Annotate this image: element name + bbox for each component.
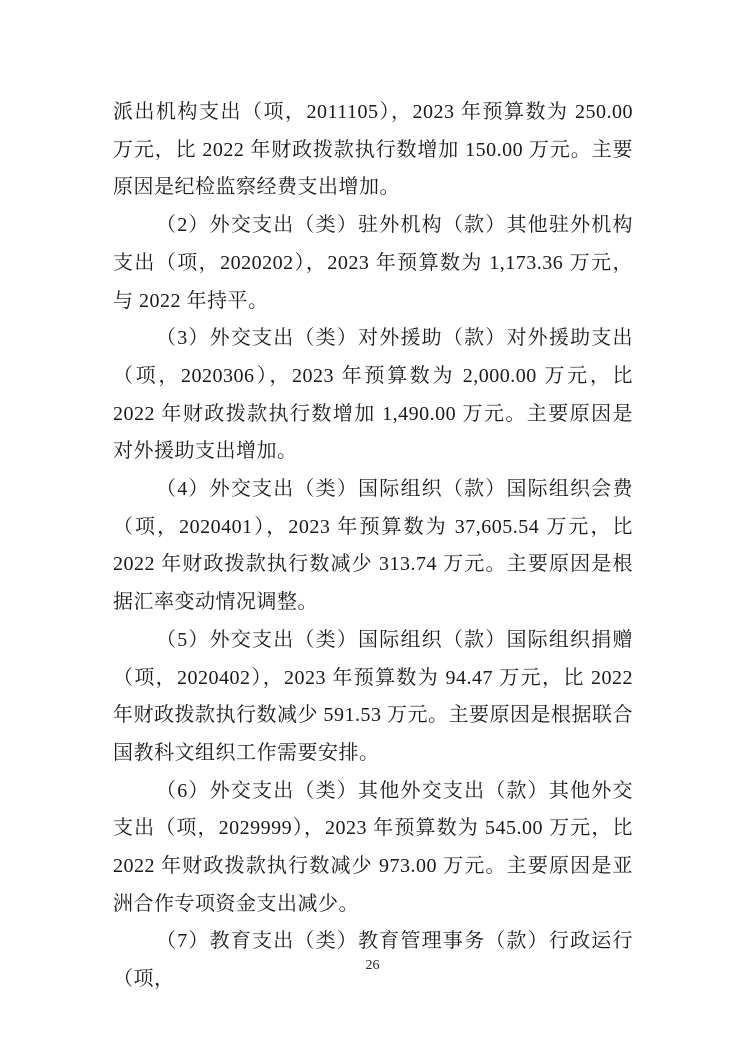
paragraph: （4）外交支出（类）国际组织（款）国际组织会费（项，2020401），2023 年预算数为 37,605.54 万元，比 2022 年财政拨款执行数减少 313.74 万元。主要原因是根据汇率变动情况调整。 [113,478,633,614]
document-body [113,94,633,999]
paragraph: （6）外交支出（类）其他外交支出（款）其他外交支出（项，2029999），2023 年预算数为 545.00 万元，比 2022 年财政拨款执行数减少 973.00 万元。主要原因是亚洲合作专项资金支出减少。 [113,779,633,915]
paragraph: （5）外交支出（类）国际组织（款）国际组织捐赠（项，2020402），2023 年预算数为 94.47 万元，比 2022 年财政拨款执行数减少 591.53 万元。主要原因是根据联合国教科文组织工作需要安排。 [113,628,633,764]
paragraph: （7）教育支出（类）教育管理事务（款）行政运行（项， [113,930,633,991]
paragraph: （2）外交支出（类）驻外机构（款）其他驻外机构支出（项，2020202），2023 年预算数为 1,173.36 万元，与 2022 年持平。 [113,214,633,312]
page-number: 26 [365,958,380,973]
paragraph: （3）外交支出（类）对外援助（款）对外援助支出（项，2020306），2023 年预算数为 2,000.00 万元，比 2022 年财政拨款执行数增加 1,490.00 万元。主要原因是对外援助支出增加。 [113,327,633,463]
paragraph: 派出机构支出（项，2011105），2023 年预算数为 250.00 万元，比 2022 年财政拨款执行数增加 150.00 万元。主要原因是纪检监察经费支出增加。 [113,101,633,199]
